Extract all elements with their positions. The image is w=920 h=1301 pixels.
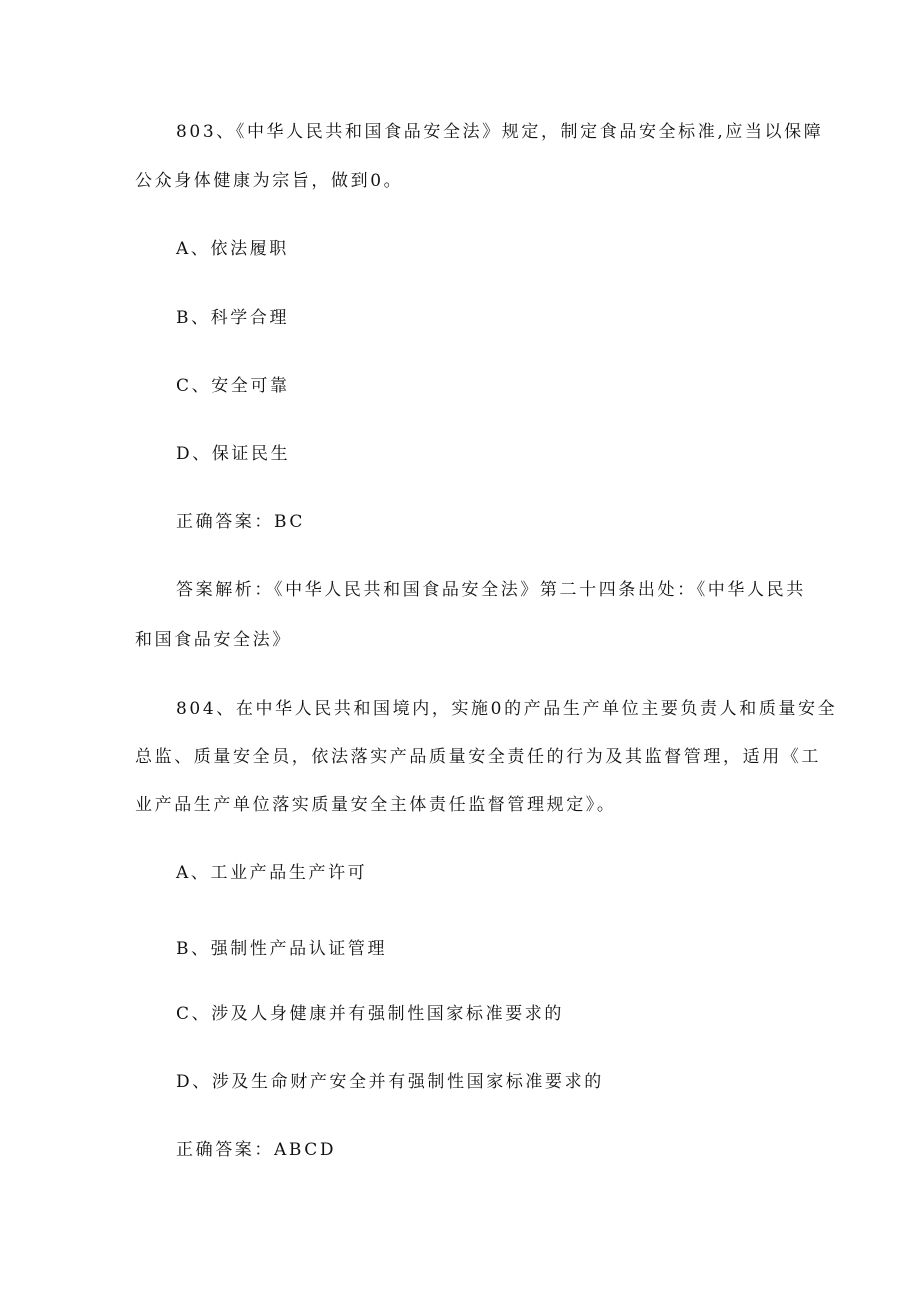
q804-option-c: C、涉及人身健康并有强制性国家标准要求的 — [176, 1004, 565, 1024]
q804-option-d: D、涉及生命财产安全并有强制性国家标准要求的 — [176, 1072, 604, 1092]
q803-analysis-line-1: 答案解析：《中华人民共和国食品安全法》第二十四条出处：《中华人民共 — [176, 580, 806, 600]
q803-option-b: B、科学合理 — [176, 308, 290, 328]
q803-option-a: A、依法履职 — [176, 239, 289, 259]
q803-option-c: C、安全可靠 — [176, 376, 290, 396]
q803-answer: 正确答案：BC — [176, 512, 306, 532]
q803-analysis-line-2: 和国食品安全法》 — [135, 630, 292, 650]
q804-stem-line-1: 804、在中华人民共和国境内，实施0的产品生产单位主要负责人和质量安全 — [176, 699, 838, 719]
q803-stem-line-2: 公众身体健康为宗旨，做到0。 — [135, 171, 404, 191]
q804-stem-line-3: 业产品生产单位落实质量安全主体责任监督管理规定》。 — [135, 795, 617, 815]
q804-stem-line-2: 总监、质量安全员，依法落实产品质量安全责任的行为及其监督管理，适用《工 — [135, 747, 821, 767]
q804-answer: 正确答案：ABCD — [176, 1140, 337, 1160]
q803-stem-line-1: 803、《中华人民共和国食品安全法》规定，制定食品安全标准,应当以保障 — [176, 122, 824, 142]
q804-option-a: A、工业产品生产许可 — [176, 863, 368, 883]
q804-option-b: B、强制性产品认证管理 — [176, 939, 388, 959]
q803-option-d: D、保证民生 — [176, 444, 291, 464]
